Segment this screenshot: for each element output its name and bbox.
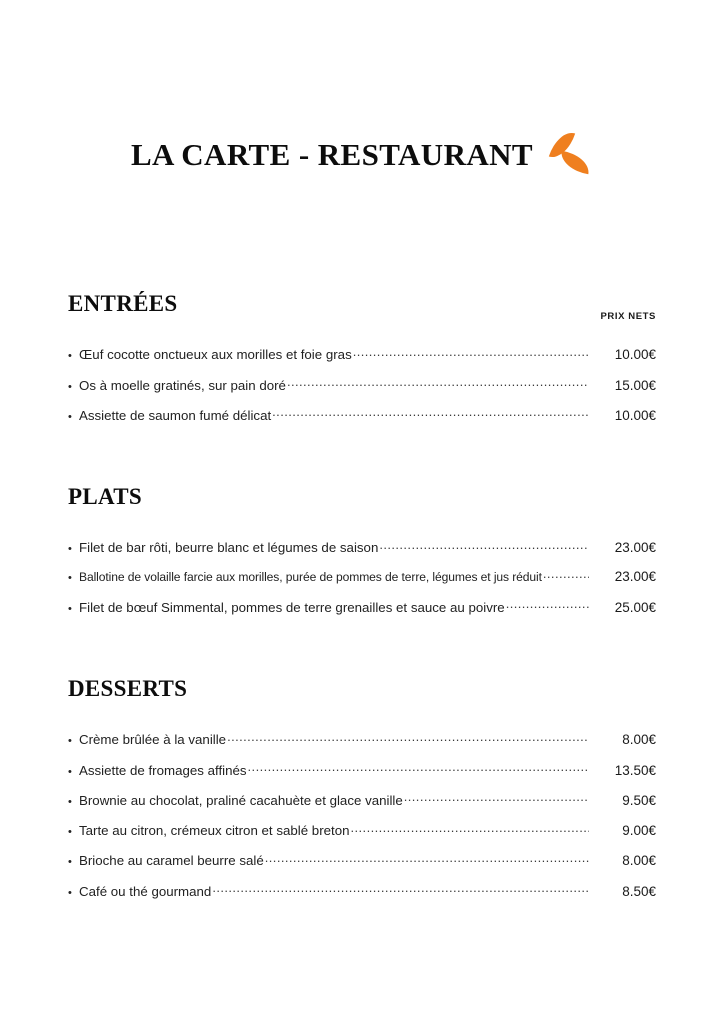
menu-item-name: Crème brûlée à la vanille xyxy=(79,732,227,748)
bullet-icon: • xyxy=(68,826,72,839)
menu-item xyxy=(68,407,656,423)
dot-leader xyxy=(506,598,589,611)
menu-item xyxy=(68,882,656,898)
menu-item-name: Café ou thé gourmand xyxy=(79,883,212,899)
dot-leader xyxy=(287,376,589,389)
dot-leader xyxy=(227,731,589,744)
menu-item-price: 8.00€ xyxy=(622,853,656,869)
section-header xyxy=(68,485,656,515)
menu-item-name: Brownie au chocolat, praliné cacahuète et glace vanille xyxy=(79,792,403,808)
menu-item-name: Os à moelle gratinés, sur pain doré xyxy=(79,377,286,393)
bullet-icon: • xyxy=(68,795,72,808)
menu-item-price: 9.50€ xyxy=(622,792,656,808)
dot-leader xyxy=(351,822,589,835)
section-header xyxy=(68,677,656,707)
menu-item xyxy=(68,569,656,584)
menu-item xyxy=(68,598,656,614)
menu-item-name: Filet de bar rôti, beurre blanc et légumes de saison xyxy=(79,540,379,556)
menu-item xyxy=(68,346,656,362)
menu-item xyxy=(68,852,656,868)
menu-item xyxy=(68,539,656,555)
bullet-icon: • xyxy=(68,410,72,423)
menu-item-list-plats xyxy=(68,539,656,615)
menu-item-name: Œuf cocotte onctueux aux morilles et foie gras xyxy=(79,347,352,363)
section-header xyxy=(68,292,656,322)
menu-item-price: 8.00€ xyxy=(622,732,656,748)
bullet-icon: • xyxy=(68,765,72,778)
bullet-icon: • xyxy=(68,543,72,556)
menu-section-desserts xyxy=(68,677,656,913)
menu-item-price: 10.00€ xyxy=(614,347,656,363)
menu-item-name: Tarte au citron, crémeux citron et sablé breton xyxy=(79,823,350,839)
dot-leader xyxy=(212,882,589,895)
menu-item-price: 8.50€ xyxy=(622,883,656,899)
menu-item xyxy=(68,792,656,808)
page-title: LA CARTE - RESTAURANT xyxy=(130,136,534,172)
menu-item-name: Assiette de saumon fumé délicat xyxy=(79,407,272,423)
menu-item-price: 23.00€ xyxy=(614,569,656,585)
menu-item-list-desserts xyxy=(68,731,656,899)
leaf-icon-lower xyxy=(559,151,592,174)
menu-item-price: 23.00€ xyxy=(614,540,656,556)
menu-item-price: 25.00€ xyxy=(614,599,656,615)
menu-item xyxy=(68,761,656,777)
dot-leader xyxy=(353,346,589,359)
menu-header xyxy=(0,128,724,180)
leaf-logo xyxy=(547,128,593,180)
dot-leader xyxy=(379,539,589,552)
dot-leader xyxy=(272,407,589,420)
menu-item-name: Ballotine de volaille farcie aux morilles, purée de pommes de terre, légumes et jus réduit xyxy=(79,570,542,585)
bullet-icon: • xyxy=(68,380,72,393)
menu-item xyxy=(68,731,656,747)
dot-leader xyxy=(543,569,589,581)
bullet-icon: • xyxy=(68,350,72,363)
menu-item-price: 10.00€ xyxy=(614,407,656,423)
section-title-entrees: ENTRÉES xyxy=(68,291,178,316)
menu-item-name: Brioche au caramel beurre salé xyxy=(79,853,264,869)
menu-item-price: 15.00€ xyxy=(614,377,656,393)
menu-section-entrees xyxy=(68,292,656,437)
menu-item-price: 9.00€ xyxy=(622,823,656,839)
menu-item-name: Assiette de fromages affinés xyxy=(79,762,247,778)
menu-item-list-entrees xyxy=(68,346,656,423)
price-note-label: PRIX NETS xyxy=(600,311,656,322)
menu-item xyxy=(68,822,656,838)
section-title-plats: PLATS xyxy=(68,484,142,509)
menu-section-plats xyxy=(68,485,656,629)
bullet-icon: • xyxy=(68,735,72,748)
menu-item-name: Filet de bœuf Simmental, pommes de terre grenailles et sauce au poivre xyxy=(79,599,505,615)
section-title-desserts: DESSERTS xyxy=(68,676,188,701)
bullet-icon: • xyxy=(68,886,72,899)
bullet-icon: • xyxy=(68,856,72,869)
bullet-icon: • xyxy=(68,602,72,615)
bullet-icon: • xyxy=(68,572,72,585)
dot-leader xyxy=(265,852,589,865)
menu-item xyxy=(68,376,656,392)
dot-leader xyxy=(404,792,589,805)
menu-item-price: 13.50€ xyxy=(614,762,656,778)
dot-leader xyxy=(248,761,589,774)
